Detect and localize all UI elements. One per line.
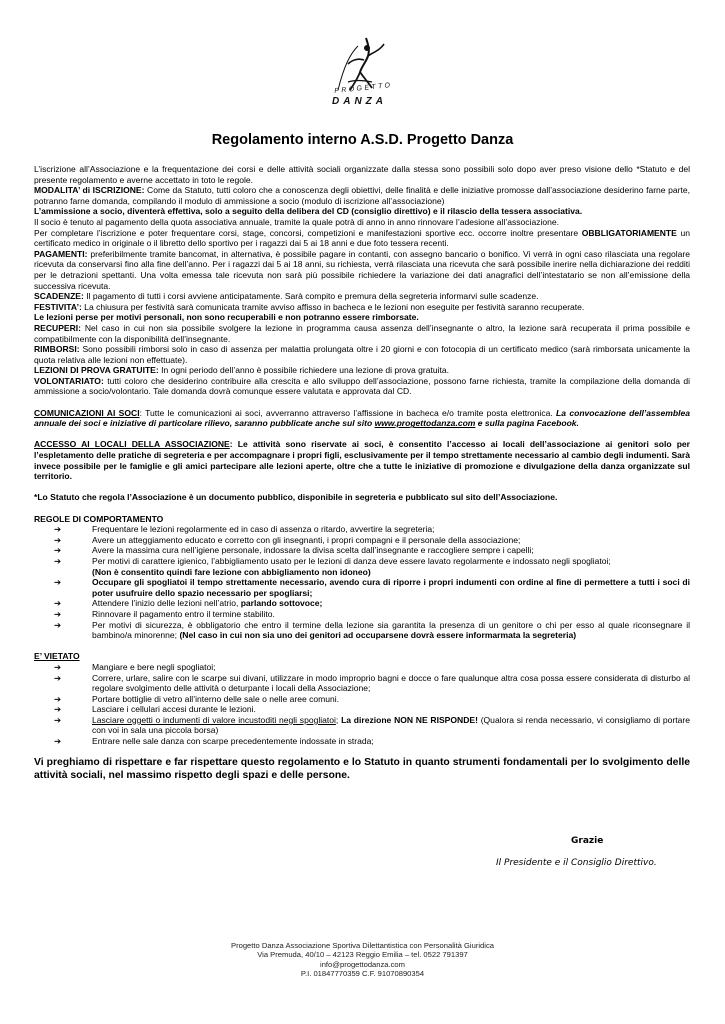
certificato-text: Per completare l’iscrizione e poter frequentare corsi, stage, concorsi, competizioni e manifestazioni sportive ecc. occorre inoltre presentare [34,227,582,238]
list-item-bold: parlando sottovoce; [240,598,323,609]
modalita-label: MODALITA’ di ISCRIZIONE: [34,185,145,196]
accesso-paragraph [34,439,690,481]
footer-address: Via Premuda, 40/10 – 42123 Reggio Emilia – tel. 0522 791397 [257,950,468,960]
list-item-text: Entrare nelle sale danza con scarpe precedentemente indossate in strada; [92,736,374,747]
statuto-note: *Lo Statuto che regola l’Associazione è un documento pubblico, disponibile in segreteria e pubblicato sul sito dell’Associazione. [34,492,558,503]
list-item-text: Avere un atteggiamento educato e corretto con gli insegnanti, i propri compagni e il personale della associazione; [92,534,521,545]
list-item-bold: (Nel caso in cui non sia uno dei genitori ad occuparsene dovrà essere informarmata la segreteria) [179,630,577,641]
scadenze-paragraph [34,291,690,302]
arrow-icon: ➔ [54,693,62,704]
list-item [34,620,690,641]
recuperi-label: RECUPERI: [34,322,82,333]
list-item-text: Frequentare le lezioni regolarmente ed in caso di assenza o ritardo, avvertire la segreteria; [92,524,435,535]
list-item-text: Per motivi di sicurezza, è obbligatorio che entro il termine della lezione sia garantita la presenza di un genitore o chi per esso al quale riconsegnare il bambino/a minorenne; [92,619,690,641]
progetto-danza-logo [328,36,392,106]
arrow-icon: ➔ [54,661,62,672]
list-item [34,524,690,535]
pagamenti-paragraph [34,249,690,291]
arrow-icon: ➔ [54,672,62,683]
prova-paragraph [34,365,690,376]
list-item-bold: La direzione NON NE RISPONDE! [341,714,478,725]
list-item [34,715,690,736]
closing-paragraph: Vi preghiamo di rispettare e far rispettare questo regolamento e lo Statuto in quanto strumenti fondamentali per lo svolgimento delle attività sociali, nel massimo rispetto degli spazi e delle persone. [34,757,690,782]
arrow-icon: ➔ [54,524,62,535]
list-item [34,556,690,577]
arrow-icon: ➔ [54,608,62,619]
signature-text: Il Presidente e il Consiglio Direttivo. [496,858,657,868]
scadenze-text: Il pagamento di tutti i corsi avviene anticipatamente. Sarà compito e premura della segreteria informarvi sulle scadenze. [83,291,539,302]
prova-text: In ogni periodo dell’anno è possibile richiedere una lezione di prova gratuita. [158,365,450,376]
arrow-icon: ➔ [54,736,62,747]
footer-email[interactable]: info@progettodanza.com [320,959,405,969]
festivita-text: La chiusura per festività sarà comunicata tramite avviso affisso in bacheca e le lezioni non eseguite per festività saranno recuperate. [81,301,585,312]
comunicazioni-text: : Tutte le comunicazioni ai soci, avverranno attraverso l’affissione in bacheca e/o tramite posta elettronica. [139,407,557,418]
list-item-text: Avere la massima cura nell’igiene personale, indossare la divisa scelta dall’insegnante e raccogliere sempre i capelli; [92,545,534,556]
list-item [34,662,690,673]
list-item [34,673,690,694]
lezioni-perse-note: Le lezioni perse per motivi personali, non sono recuperabili e non potranno essere rimborsate. [34,312,419,323]
recuperi-text: Nel caso in cui non sia possibile svolgere la lezione in programma causa assenza dell’insegnante o altro, la lezione sarà recuperata il prima possibile e compatibilmente con la disponibilità dell’insegnante. [34,322,690,344]
recuperi-paragraph [34,323,690,344]
accesso-text: : Le attività sono riservate ai soci, è consentito l’accesso ai locali dell’associazione ai genitori solo per l’espletamento delle pratiche di segreteria e per accompagnare i propri figli, esclusivamente per il tempo strettamente necessario al cambio degli indumenti. Sarà invece possibile per le famiglie e gli amici partecipare alle lezioni aperte, oltre che a tutte le iniziative di promozione e divulgazione della danza organizzate sul territorio. [34,439,691,482]
obbligatoriamente-text: OBBLIGATORIAMENTE [581,227,677,238]
footer [0,941,725,979]
list-item-text: Mangiare e bere negli spogliatoi; [92,661,216,672]
page-title: Regolamento interno A.S.D. Progetto Danza [211,132,514,148]
arrow-icon: ➔ [54,534,62,545]
regole-list [34,524,690,641]
vietato-heading: E’ VIETATO [34,651,80,662]
arrow-icon: ➔ [54,714,62,725]
rimborsi-paragraph [34,344,690,365]
volontariato-text: tutti coloro che desiderino contribuire alla crescita e allo sviluppo dell’associazione, possono farne richiesta, tramite la compilazione della domanda di ammissione a socio/volontario. Tale domanda dovrà comunque essere valutata e approvata dal CD. [34,375,690,397]
volontariato-paragraph [34,376,690,397]
intro-paragraph: L’iscrizione all’Associazione e la frequentazione dei corsi e delle attività sociali organizzate dalla stessa sono possibili solo dopo aver preso visione dello *Statuto e del presente regolamento e averne accettato in toto le regole. [34,164,690,185]
list-item [34,609,690,620]
modalita-text: Come da Statuto, tutti coloro che a conoscenza degli obiettivi, delle finalità e delle iniziative promosse dall’associazione desiderino farne parte, potranno farne domanda, compilando il modulo di ammissione a socio (modulo di iscrizione all’associazione) [34,185,691,206]
facebook-text: e sulla pagina Facebook. [475,418,579,429]
list-item-text: Per motivi di carattere igienico, l’abbigliamento usato per le lezioni di danza deve essere lavato regolarmente e indossato negli spogliatoi; [92,555,611,566]
rimborsi-label: RIMBORSI: [34,344,80,355]
vietato-list [34,662,690,747]
convocazione-text: La convocazione dell’assemblea annuale dei soci e iniziative di particolare rilievo, saranno pubblicate anche sul sito [34,407,691,429]
regulation-body [34,164,690,783]
accesso-label: ACCESSO AI LOCALI DELLA ASSOCIAZIONE [34,439,230,450]
comunicazioni-label: COMUNICAZIONI AI SOCI [34,407,140,418]
logo-text-progetto: PROGETTO [334,81,393,95]
list-item-text: Lasciare i cellulari accesi durante le lezioni. [92,704,256,715]
pagamenti-label: PAGAMENTI: [34,248,88,259]
festivita-paragraph [34,302,690,313]
regole-heading: REGOLE DI COMPORTAMENTO [34,513,164,524]
modalita-paragraph [34,185,690,206]
list-item-underlined: Lasciare oggetti o indumenti di valore incustoditi negli spogliatoi [92,714,336,725]
arrow-icon: ➔ [54,545,62,556]
comunicazioni-paragraph [34,408,690,429]
arrow-icon: ➔ [54,704,62,715]
list-item [34,736,690,747]
volontariato-label: VOLONTARIATO: [34,375,104,386]
list-item-text: ; [335,714,342,725]
list-item-text: Portare bottiglie di vetro all’interno delle sale o nelle aree comuni. [92,693,340,704]
arrow-icon: ➔ [54,577,62,588]
scadenze-label: SCADENZE: [34,291,84,302]
list-item-bold: Occupare gli spogliatoi il tempo strettamente necessario, avendo cura di riporre i propri indumenti con ordine al fine di permettere a tutti i soci di poter usufruire dello spazio necessario per spogliarsi; [92,577,690,598]
list-item [34,545,690,556]
certificato-paragraph [34,228,690,249]
list-item [34,704,690,715]
list-item-text: Correre, urlare, salire con le scarpe sui divani, utilizzare in modo improprio bagni e docce o fare qualunque altra cosa possa essere considerata di disturbo al regolare svolgimento delle attività o deturpante i locali della Associazione; [92,672,690,694]
quota-paragraph: Il socio è tenuto al pagamento della quota associativa annuale, tramite la quale potrà di anno in anno rinnovare l’adesione all’associazione. [34,216,560,227]
thanks-text: Grazie [571,836,604,846]
rimborsi-text: Sono possibili rimborsi solo in caso di assenza per malattia prolungata oltre i 20 giorni e con fotocopia di un certificato medico (sarà rimborsata unicamente la quota relativa alle lezioni non effettuate). [34,344,690,365]
pagamenti-text: preferibilmente tramite bancomat, in alternativa, è possibile pagare in contanti, con assegno bancario o bonifico. Vi verrà in ogni caso rilasciata una regolare ricevuta da conservarsi fino alla fine dell’anno. Per i ragazzi dai 5 ai 18 anni, su richiesta, verrà rilasciata una ricevuta che sarà possibile inerire nella dichiarazione dei redditi per le detrazioni spettanti. Una volta emessa tale ricevuta non sarà più possibile richiedere la variazione dei dati anagrafici dell’intestatario se non all’emissione della successiva ricevuta. [34,248,690,291]
festivita-label: FESTIVITA’: [34,301,82,312]
list-item-text: Rinnovare il pagamento entro il termine stabilito. [92,608,275,619]
arrow-icon: ➔ [54,598,62,609]
website-link[interactable]: www.progettodanza.com [374,418,476,429]
list-item [34,577,690,598]
arrow-icon: ➔ [54,555,62,566]
footer-tax-ids: P.I. 01847770359 C.F. 91070890354 [300,969,425,979]
prova-label: LEZIONI DI PROVA GRATUITE: [34,365,159,376]
ammissione-note: L’ammissione a socio, diventerà effettiva, solo a seguito della delibera del CD (consiglio direttivo) e il rilascio della tessera associativa. [34,206,583,217]
arrow-icon: ➔ [54,619,62,630]
list-item-text: (Qualora si renda necessario, vi consigliamo di portare con voi in sala una piccola borsa) [92,714,690,736]
list-item [34,535,690,546]
list-item [34,598,690,609]
certificato-text-end: un certificato medico in originale o il libretto dello sportivo per i ragazzi dai 5 ai 18 anni e due foto tessera recenti. [34,227,690,249]
list-item-text: Attendere l’inizio delle lezioni nell’atrio, [92,598,241,609]
logo-text-danza: DANZA [332,96,387,107]
list-item [34,694,690,705]
footer-line: Progetto Danza Associazione Sportiva Dilettantistica con Personalità Giuridica [231,941,494,950]
list-item-bold: (Non è consentito quindi fare lezione con abbigliamento non idoneo) [92,566,371,577]
